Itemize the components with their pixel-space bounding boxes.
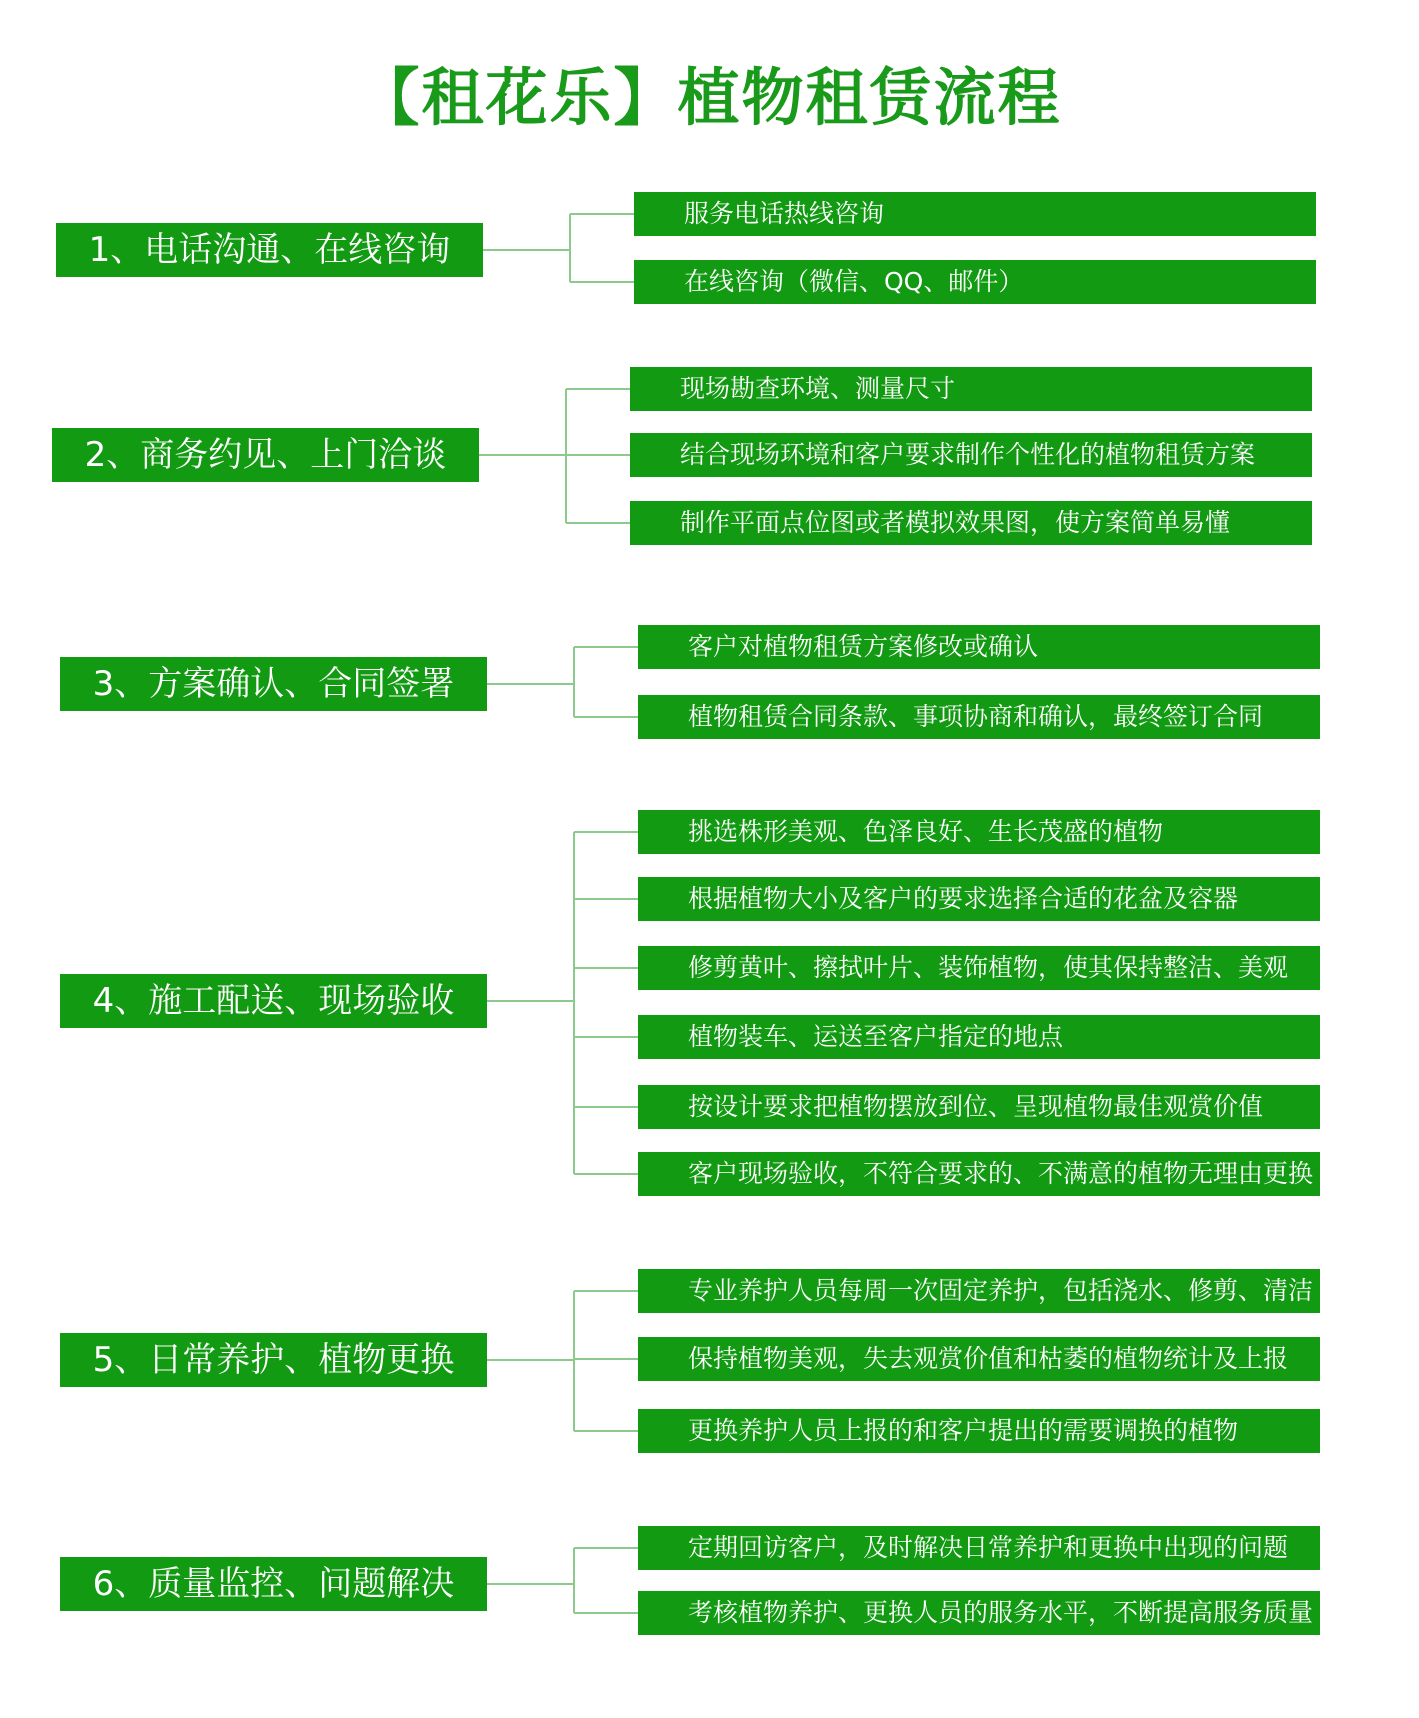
stage-2-item-2: 结合现场环境和客户要求制作个性化的植物租赁方案 <box>630 433 1312 477</box>
stage-4-item-4: 植物装车、运送至客户指定的地点 <box>638 1015 1320 1059</box>
stage-2-item-1: 现场勘查环境、测量尺寸 <box>630 367 1312 411</box>
stage-1-box: 1、电话沟通、在线咨询 <box>56 223 483 277</box>
stage-4-item-1: 挑选株形美观、色泽良好、生长茂盛的植物 <box>638 810 1320 854</box>
stage-4-box: 4、施工配送、现场验收 <box>60 974 487 1028</box>
stage-2-item-3: 制作平面点位图或者模拟效果图，使方案简单易懂 <box>630 501 1312 545</box>
page-title: 【租花乐】植物租赁流程 <box>357 61 1062 134</box>
stage-3-item-1: 客户对植物租赁方案修改或确认 <box>638 625 1320 669</box>
stage-4-item-6: 客户现场验收，不符合要求的、不满意的植物无理由更换 <box>638 1152 1320 1196</box>
stage-1-item-1: 服务电话热线咨询 <box>634 192 1316 236</box>
stage-5-box: 5、日常养护、植物更换 <box>60 1333 487 1387</box>
stage-5-item-1: 专业养护人员每周一次固定养护，包括浇水、修剪、清洁 <box>638 1269 1320 1313</box>
stage-2-box: 2、商务约见、上门洽谈 <box>52 428 479 482</box>
stage-5-item-3: 更换养护人员上报的和客户提出的需要调换的植物 <box>638 1409 1320 1453</box>
stage-6-item-1: 定期回访客户，及时解决日常养护和更换中出现的问题 <box>638 1526 1320 1570</box>
stage-4-item-5: 按设计要求把植物摆放到位、呈现植物最佳观赏价值 <box>638 1085 1320 1129</box>
stage-5-item-2: 保持植物美观，失去观赏价值和枯萎的植物统计及上报 <box>638 1337 1320 1381</box>
stage-6-item-2: 考核植物养护、更换人员的服务水平，不断提高服务质量 <box>638 1591 1320 1635</box>
stage-3-item-2: 植物租赁合同条款、事项协商和确认，最终签订合同 <box>638 695 1320 739</box>
stage-1-item-2: 在线咨询（微信、QQ、邮件） <box>634 260 1316 304</box>
stage-3-box: 3、方案确认、合同签署 <box>60 657 487 711</box>
stage-4-item-2: 根据植物大小及客户的要求选择合适的花盆及容器 <box>638 877 1320 921</box>
stage-4-item-3: 修剪黄叶、擦拭叶片、装饰植物，使其保持整洁、美观 <box>638 946 1320 990</box>
stage-6-box: 6、质量监控、问题解决 <box>60 1557 487 1611</box>
